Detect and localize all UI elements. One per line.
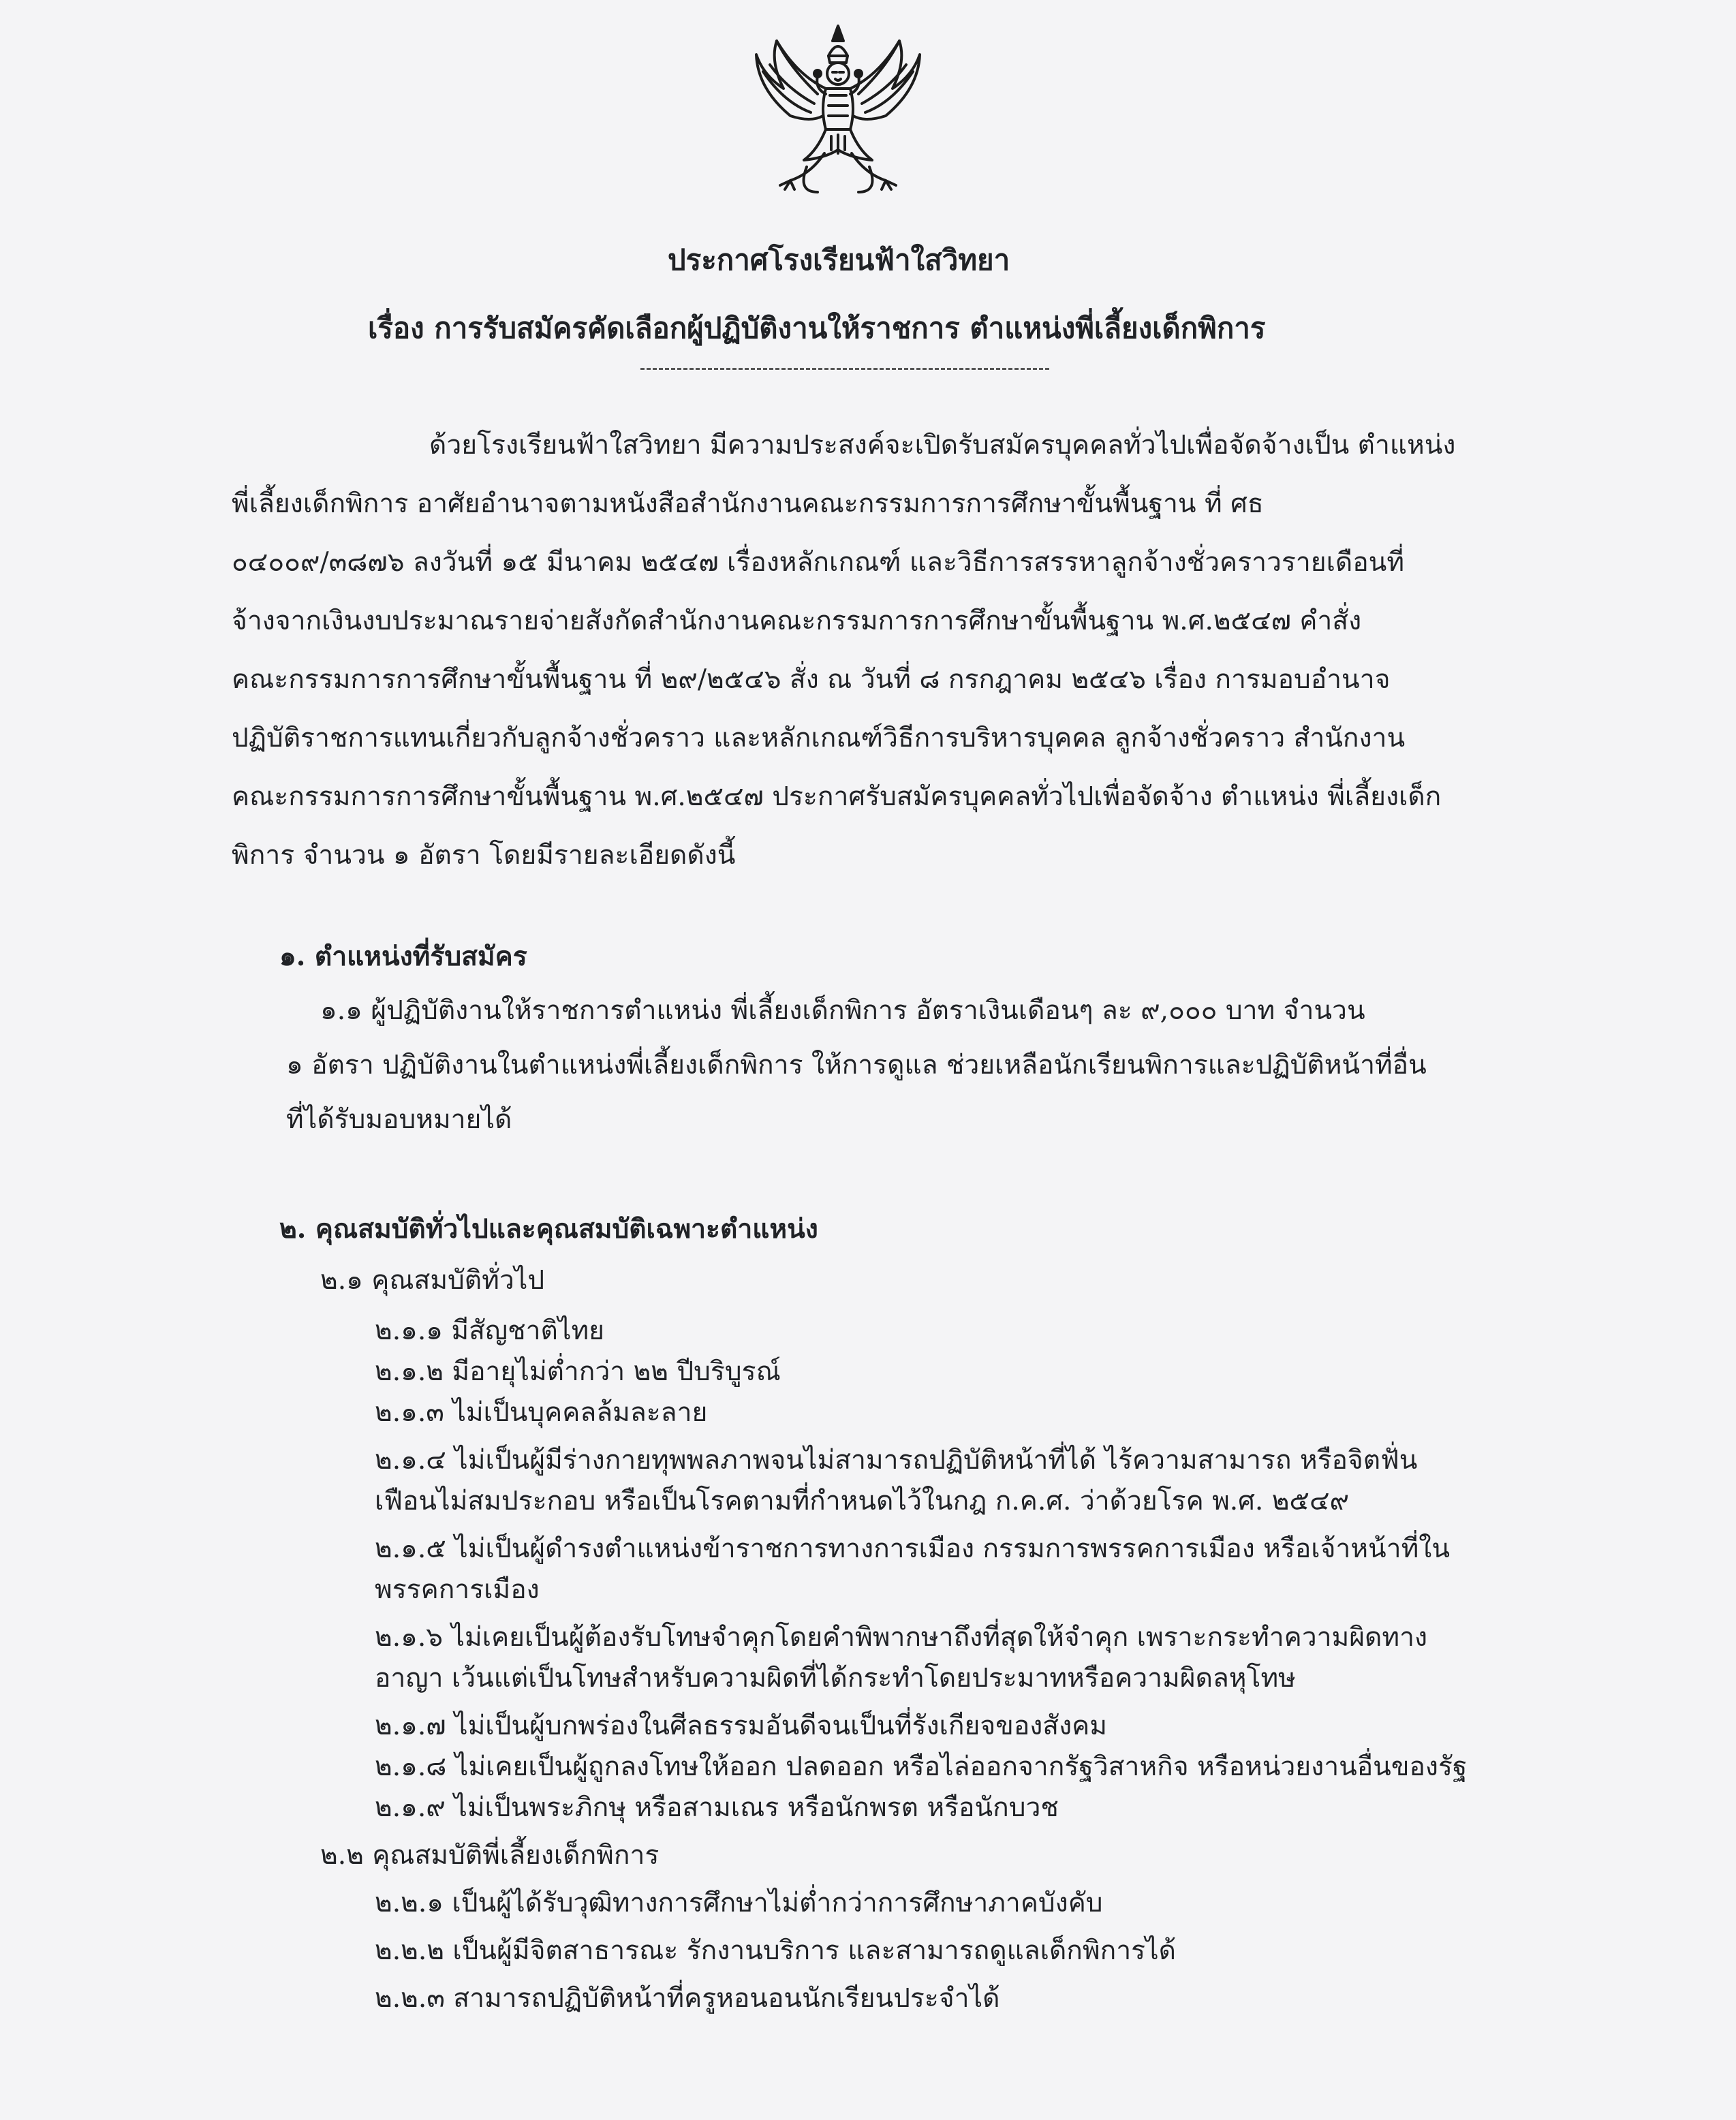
section-text: ๑.๑ ผู้ปฏิบัติงานให้ราชการตำแหน่ง พี่เลี้ยงเด็กพิการ อัตราเงินเดือนๆ ละ ๙,๐๐๐ บาท จำนวน bbox=[320, 995, 1365, 1026]
section-heading: ๑. ตำแหน่งที่รับสมัคร bbox=[279, 941, 527, 972]
section-text: ๑ อัตรา ปฏิบัติงานในตำแหน่งพี่เลี้ยงเด็กพิการ ให้การดูแล ช่วยเหลือนักเรียนพิการและปฏิบัติหน้าที่อื่น bbox=[286, 1050, 1427, 1080]
intro-line: พิการ จำนวน ๑ อัตรา โดยมีรายละเอียดดังนี้ bbox=[232, 840, 736, 871]
qualification-item: ๒.๑.๑ มีสัญชาติไทย bbox=[375, 1315, 605, 1346]
intro-line: คณะกรรมการการศึกษาขั้นพื้นฐาน ที่ ๒๙/๒๕๔๖ สั่ง ณ วันที่ ๘ กรกฎาคม ๒๕๔๖ เรื่อง การมอบอำนาจ bbox=[232, 664, 1391, 695]
intro-line: คณะกรรมการการศึกษาขั้นพื้นฐาน พ.ศ.๒๕๔๗ ประกาศรับสมัครบุคคลทั่วไปเพื่อจัดจ้าง ตำแหน่ง พี่เลี้ยงเด็ก bbox=[232, 781, 1442, 812]
qualification-item: ๒.๑.๓ ไม่เป็นบุคคลล้มละลาย bbox=[375, 1397, 708, 1428]
intro-line: ปฏิบัติราชการแทนเกี่ยวกับลูกจ้างชั่วคราว และหลักเกณฑ์วิธีการบริหารบุคคล ลูกจ้างชั่วคราว สำนักงาน bbox=[232, 723, 1406, 753]
subsection-heading: ๒.๒ คุณสมบัติพี่เลี้ยงเด็กพิการ bbox=[320, 1840, 660, 1871]
qualification-item: ๒.๑.๙ ไม่เป็นพระภิกษุ หรือสามเณร หรือนักพรต หรือนักบวช bbox=[375, 1792, 1059, 1823]
qualification-item: ๒.๑.๗ ไม่เป็นผู้บกพร่องในศีลธรรมอันดีจนเป็นที่รังเกียจของสังคม bbox=[375, 1711, 1107, 1741]
section-heading: ๒. คุณสมบัติทั่วไปและคุณสมบัติเฉพาะตำแหน่ง bbox=[279, 1213, 818, 1245]
qualification-item: ๒.๒.๑ เป็นผู้ได้รับวุฒิทางการศึกษาไม่ต่ำกว่าการศึกษาภาคบังคับ bbox=[375, 1888, 1103, 1918]
announcement-subject: เรื่อง การรับสมัครคัดเลือกผู้ปฏิบัติงานให้ราชการ ตำแหน่งพี่เลี้ยงเด็กพิการ bbox=[368, 311, 1266, 345]
qualification-item: ๒.๑.๔ ไม่เป็นผู้มีร่างกายทุพพลภาพจนไม่สามารถปฏิบัติหน้าที่ได้ ไร้ความสามารถ หรือจิตฟั่น bbox=[375, 1445, 1418, 1476]
qualification-item-continued: พรรคการเมือง bbox=[375, 1574, 540, 1605]
qualification-item-continued: เฟือนไม่สมประกอบ หรือเป็นโรคตามที่กำหนดไว้ในกฎ ก.ค.ศ. ว่าด้วยโรค พ.ศ. ๒๕๔๙ bbox=[375, 1486, 1350, 1516]
qualification-item: ๒.๒.๒ เป็นผู้มีจิตสาธารณะ รักงานบริการ และสามารถดูแลเด็กพิการได้ bbox=[375, 1935, 1176, 1966]
section-text: ที่ได้รับมอบหมายได้ bbox=[286, 1104, 512, 1135]
intro-line: จ้างจากเงินงบประมาณรายจ่ายสังกัดสำนักงานคณะกรรมการการศึกษาขั้นพื้นฐาน พ.ศ.๒๕๔๗ คำสั่ง bbox=[232, 606, 1362, 636]
announcement-title: ประกาศโรงเรียนฟ้าใสวิทยา bbox=[668, 243, 1010, 277]
subsection-heading: ๒.๑ คุณสมบัติทั่วไป bbox=[320, 1265, 545, 1296]
qualification-item: ๒.๑.๒ มีอายุไม่ต่ำกว่า ๒๒ ปีบริบูรณ์ bbox=[375, 1356, 781, 1387]
intro-line: พี่เลี้ยงเด็กพิการ อาศัยอำนาจตามหนังสือสำนักงานคณะกรรมการการศึกษาขั้นพื้นฐาน ที่ ศธ bbox=[232, 488, 1264, 519]
qualification-item: ๒.๒.๓ สามารถปฏิบัติหน้าที่ครูหอนอนนักเรียนประจำได้ bbox=[375, 1983, 1000, 2014]
qualification-item: ๒.๑.๖ ไม่เคยเป็นผู้ต้องรับโทษจำคุกโดยคำพิพากษาถึงที่สุดให้จำคุก เพราะกระทำความผิดทาง bbox=[375, 1622, 1428, 1653]
intro-line: ด้วยโรงเรียนฟ้าใสวิทยา มีความประสงค์จะเปิดรับสมัครบุคคลทั่วไปเพื่อจัดจ้างเป็น ตำแหน่ง bbox=[429, 430, 1456, 461]
qualification-item-continued: อาญา เว้นแต่เป็นโทษสำหรับความผิดที่ได้กระทำโดยประมาทหรือความผิดลหุโทษ bbox=[375, 1663, 1296, 1694]
qualification-item: ๒.๑.๕ ไม่เป็นผู้ดำรงตำแหน่งข้าราชการทางการเมือง กรรมการพรรคการเมือง หรือเจ้าหน้าที่ใน bbox=[375, 1533, 1450, 1564]
intro-line: ๐๔๐๐๙/๓๘๗๖ ลงวันที่ ๑๕ มีนาคม ๒๕๔๗ เรื่องหลักเกณฑ์ และวิธีการสรรหาลูกจ้างชั่วคราวรายเดือนที่ bbox=[232, 547, 1405, 578]
garuda-emblem bbox=[749, 14, 927, 198]
title-divider bbox=[640, 368, 1049, 370]
qualification-item: ๒.๑.๘ ไม่เคยเป็นผู้ถูกลงโทษให้ออก ปลดออก หรือไล่ออกจากรัฐวิสาหกิจ หรือหน่วยงานอื่นของรัฐ bbox=[375, 1751, 1468, 1782]
